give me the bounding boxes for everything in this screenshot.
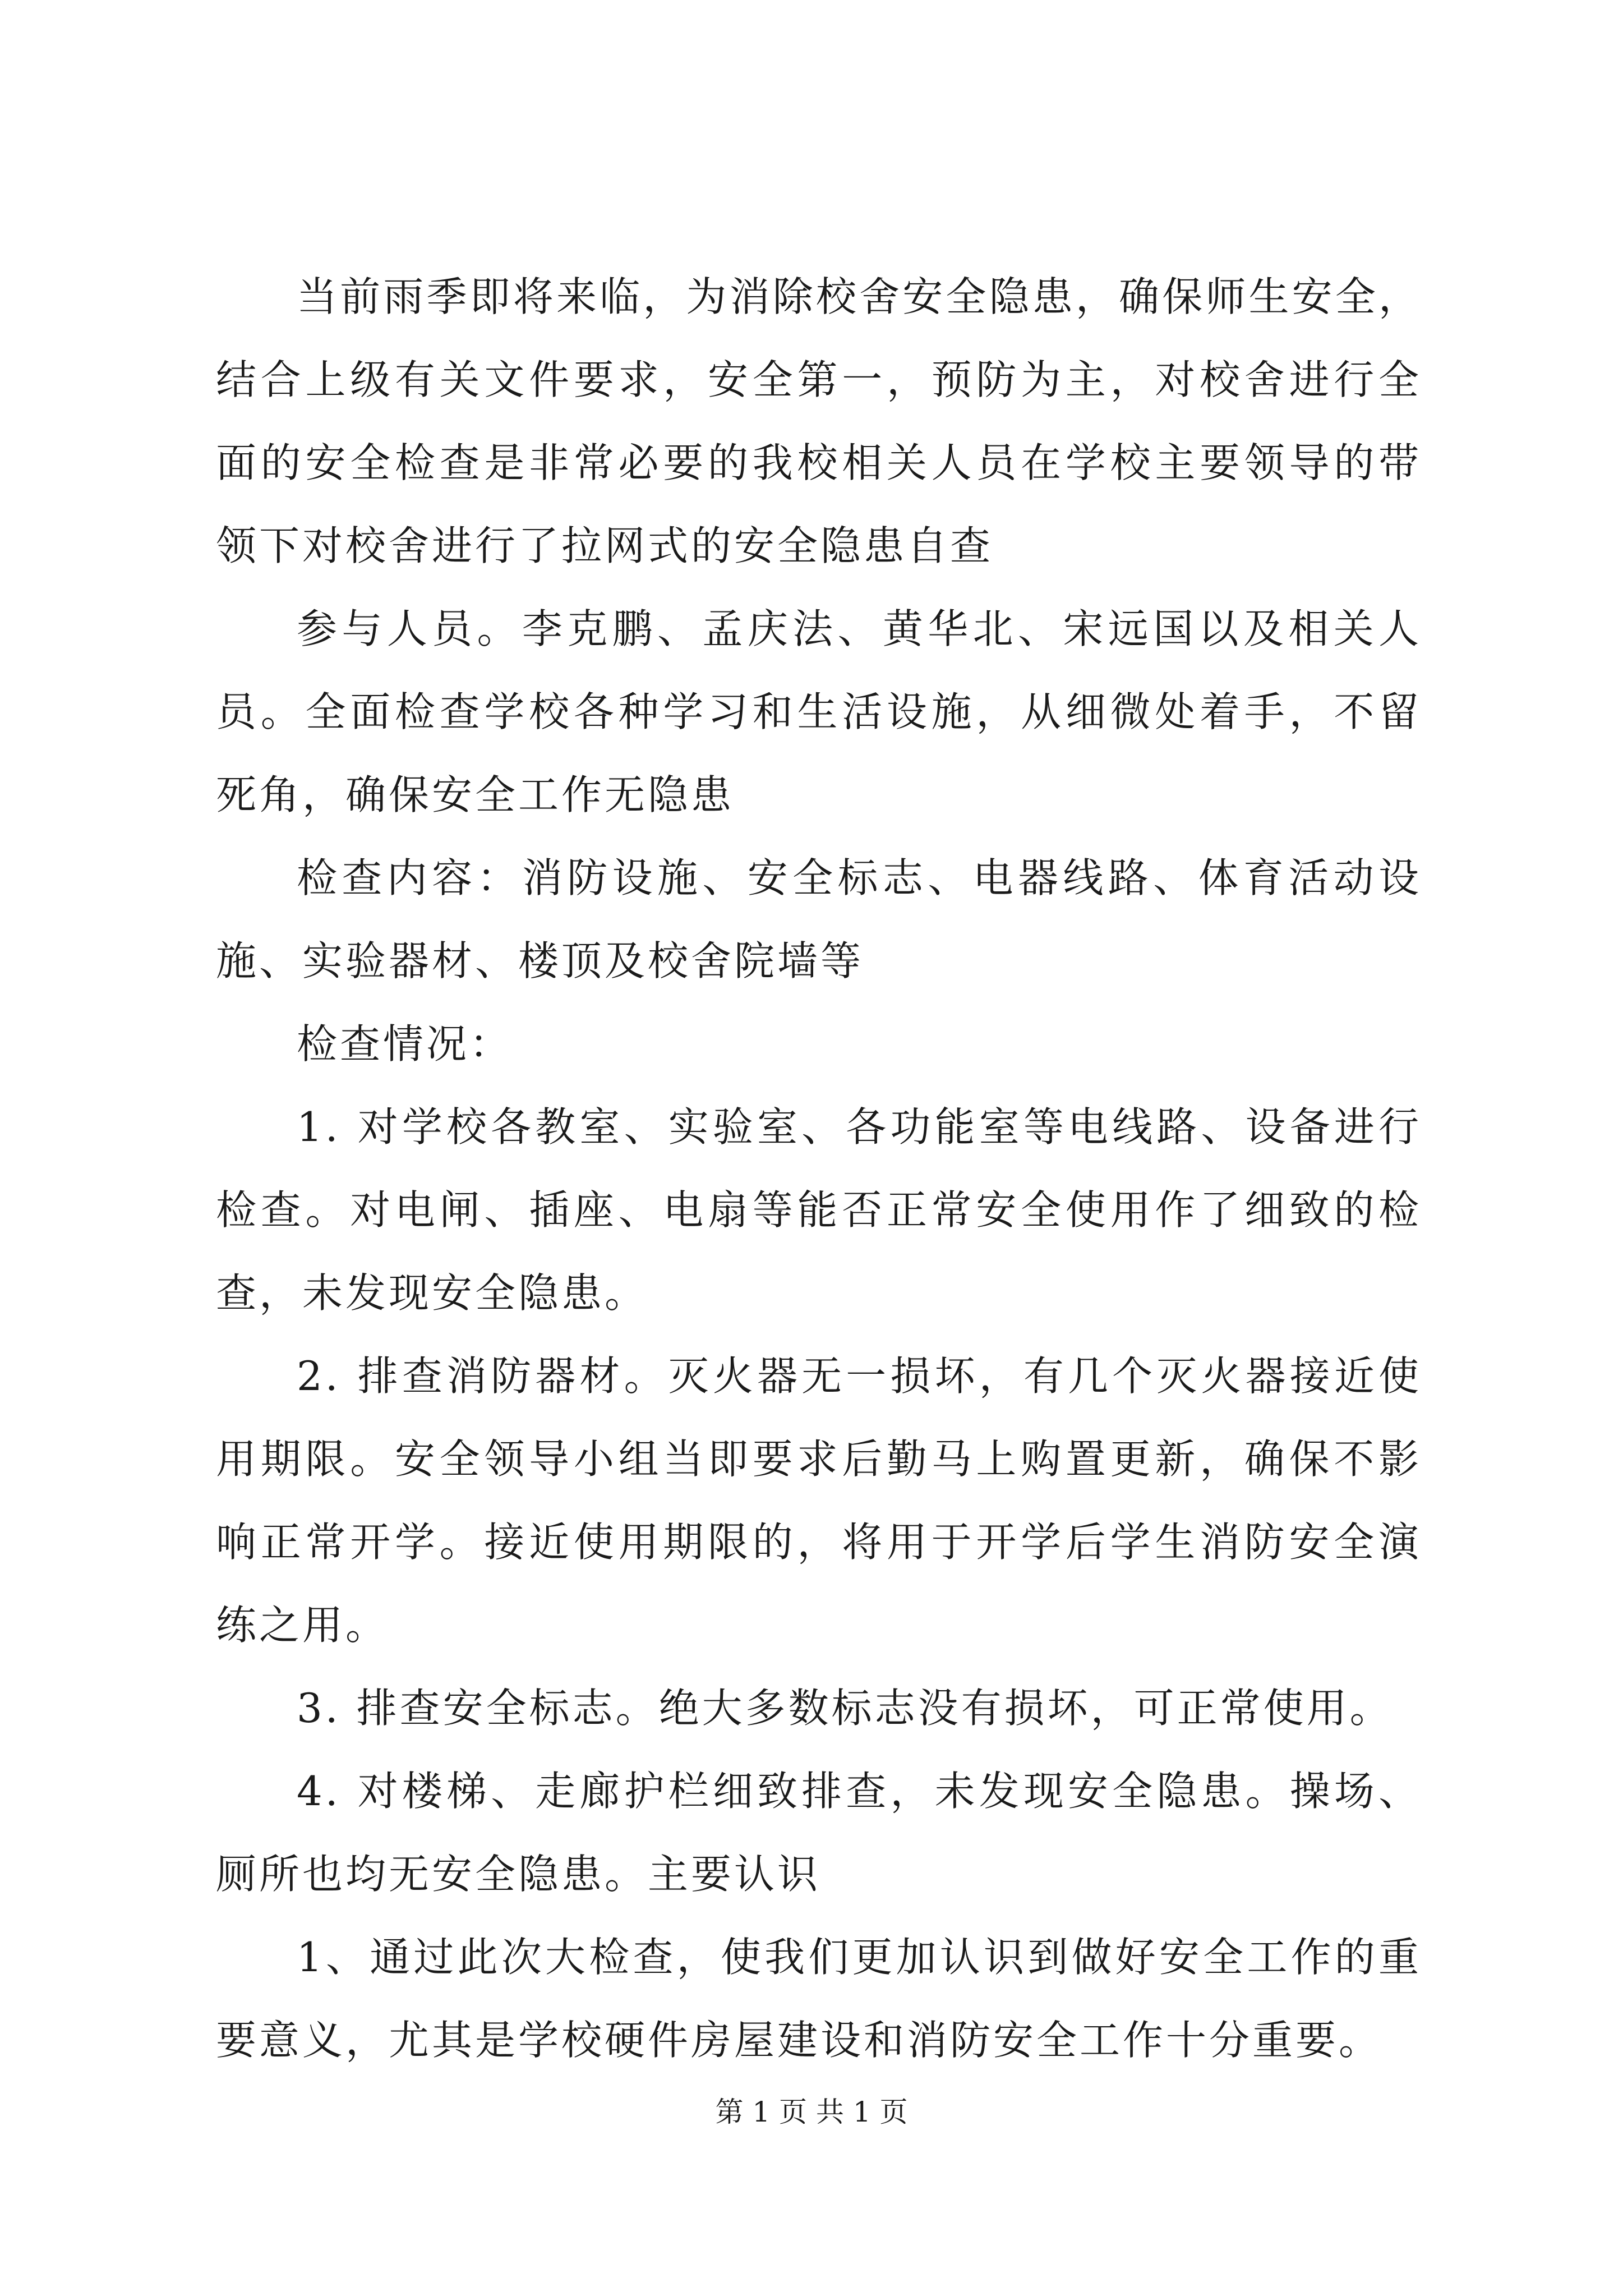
paragraph-item-3: 3. 排查安全标志。绝大多数标志没有损坏，可正常使用。 <box>297 1685 1393 1732</box>
paragraph-participants: 参与人员。李克鹏、孟庆法、黄华北、宋远国以及相关人员。全面检查学校各种学习和生活设施，从细微处着手，不留死角，确保安全工作无隐患 <box>216 605 1422 818</box>
document-body <box>216 255 1422 2082</box>
paragraph-intro: 当前雨季即将来临，为消除校舍安全隐患，确保师生安全，结合上级有关文件要求，安全第一，预防为主，对校舍进行全面的安全检查是非常必要的我校相关人员在学校主要领导的带领下对校舍进行了拉网式的安全隐患自查 <box>216 273 1422 569</box>
paragraph-understanding-1: 1、通过此次大检查，使我们更加认识到做好安全工作的重要意义，尤其是学校硬件房屋建设和消防安全工作十分重要。 <box>216 1934 1422 2064</box>
paragraph-inspection-content: 检查内容：消防设施、安全标志、电器线路、体育活动设施、实验器材、楼顶及校舍院墙等 <box>216 854 1422 984</box>
paragraph-inspection-status-heading: 检查情况： <box>297 1020 513 1068</box>
paragraph-item-2: 2. 排查消防器材。灭火器无一损坏，有几个灭火器接近使用期限。安全领导小组当即要求后勤马上购置更新，确保不影响正常开学。接近使用期限的，将用于开学后学生消防安全演练之用。 <box>216 1352 1422 1649</box>
paragraph-item-1: 1. 对学校各教室、实验室、各功能室等电线路、设备进行检查。对电闸、插座、电扇等能否正常安全使用作了细致的检查，未发现安全隐患。 <box>216 1103 1422 1317</box>
paragraph-item-4: 4. 对楼梯、走廊护栏细致排查，未发现安全隐患。操场、厕所也均无安全隐患。主要认识 <box>216 1768 1422 1898</box>
page-footer: 第 1 页 共 1 页 <box>715 2096 908 2128</box>
